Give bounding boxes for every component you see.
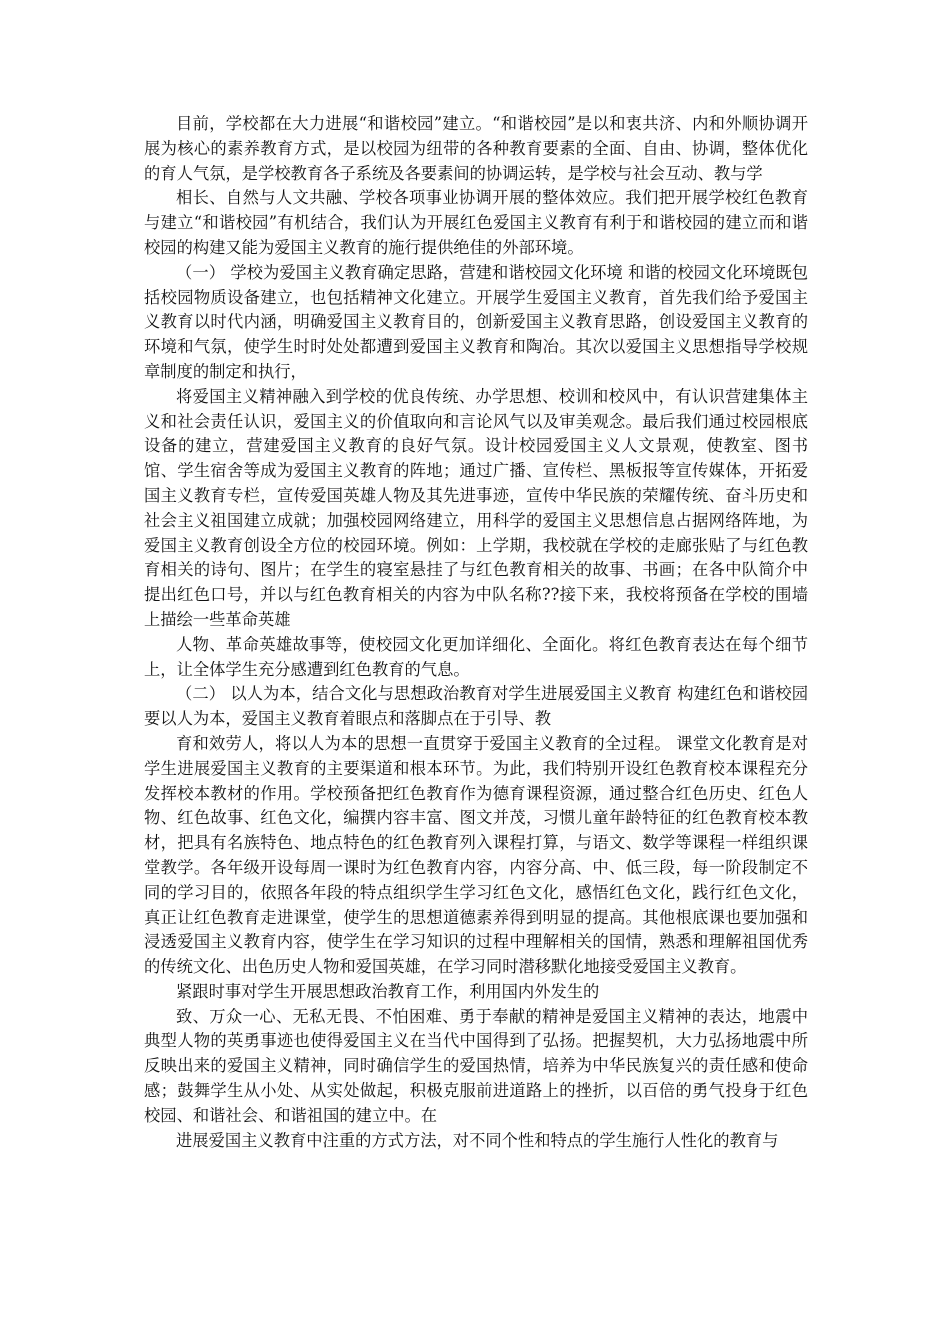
paragraph-8: 紧跟时事对学生开展思想政治教育工作，利用国内外发生的 xyxy=(176,981,600,1001)
paragraph-5: 人物、革命英雄故事等，使校园文化更加详细化、全面化。将红色教育表达在每个细节上，让全体学生充分感遭到红色教育的气息。 xyxy=(144,634,808,679)
document-body xyxy=(144,112,808,1153)
paragraph-9: 致、万众一心、无私无畏、不怕困难、勇于奉献的精神是爱国主义精神的表达，地震中典型人物的英勇事迹也使得爱国主义在当代中国得到了弘扬。把握契机，大力弘扬地震中所反映出来的爱国主义精神，同时确信学生的爱国热情，培养为中华民族复兴的责任感和使命感；鼓舞学生从小处、从实处做起，积极克服前进道路上的挫折，以百倍的勇气投身于红色校园、和谐社会、和谐祖国的建立中。在 xyxy=(144,1006,808,1125)
paragraph-1: 目前，学校都在大力进展“和谐校园”建立。“和谐校园”是以和衷共济、内和外顺协调开展为核心的素养教育方式，是以校园为纽带的各种教育要素的全面、自由、协调，整体优化的育人气氛，是学校教育各子系统及各要素间的协调运转，是学校与社会互动、教与学 xyxy=(144,114,808,183)
paragraph-3: （一） 学校为爱国主义教育确定思路，营建和谐校园文化环境 和谐的校园文化环境既包括校园物质设备建立，也包括精神文化建立。开展学生爱国主义教育，首先我们给予爱国主义教育以时代内涵，明确爱国主义教育目的，创新爱国主义教育思路，创设爱国主义教育的环境和气氛，使学生时时处处都遭到爱国主义教育和陶冶。其次以爱国主义思想指导学校规章制度的制定和执行， xyxy=(144,262,808,381)
paragraph-6: （二） 以人为本，结合文化与思想政治教育对学生进展爱国主义教育 构建红色和谐校园要以人为本，爱国主义教育着眼点和落脚点在于引导、教 xyxy=(144,684,808,729)
paragraph-2: 相长、自然与人文共融、学校各项事业协调开展的整体效应。我们把开展学校红色教育与建立“和谐校园”有机结合，我们认为开展红色爱国主义教育有利于和谐校园的建立而和谐校园的构建又能为爱国主义教育的施行提供绝佳的外部环境。 xyxy=(144,188,808,257)
paragraph-7: 育和效劳人，将以人为本的思想一直贯穿于爱国主义教育的全过程。 课堂文化教育是对学生进展爱国主义教育的主要渠道和根本环节。为此，我们特别开设红色教育校本课程充分发挥校本教材的作用。学校预备把红色教育作为德育课程资源，通过整合红色历史、红色人物、红色故事、红色文化，编撰内容丰富、图文并茂，习惯儿童年龄特征的红色教育校本教材，把具有名族特色、地点特色的红色教育列入课程打算，与语文、数学等课程一样组织课堂教学。各年级开设每周一课时为红色教育内容，内容分高、中、低三段，每一阶段制定不同的学习目的，依照各年段的特点组织学生学习红色文化，感悟红色文化，践行红色文化，真正让红色教育走进课堂，使学生的思想道德素养得到明显的提高。其他根底课也要加强和浸透爱国主义教育内容，使学生在学习知识的过程中理解相关的国情，熟悉和理解祖国优秀的传统文化、出色历史人物和爱国英雄，在学习同时潜移默化地接受爱国主义教育。 xyxy=(144,733,808,977)
paragraph-4: 将爱国主义精神融入到学校的优良传统、办学思想、校训和校风中，有认识营建集体主义和社会责任认识，爱国主义的价值取向和言论风气以及审美观念。最后我们通过校园根底设备的建立，营建爱国主义教育的良好气氛。设计校园爱国主义人文景观，使教室、图书馆、学生宿舍等成为爱国主义教育的阵地；通过广播、宣传栏、黑板报等宣传媒体，开拓爱国主义教育专栏，宣传爱国英雄人物及其先进事迹，宣传中华民族的荣耀传统、奋斗历史和社会主义祖国建立成就；加强校园网络建立，用科学的爱国主义思想信息占据网络阵地，为爱国主义教育创设全方位的校园环境。例如：上学期，我校就在学校的走廊张贴了与红色教育相关的诗句、图片；在学生的寝室悬挂了与红色教育相关的故事、书画；在各中队简介中提出红色口号，并以与红色教育相关的内容为中队名称??接下来，我校将预备在学校的围墙上描绘一些革命英雄 xyxy=(144,386,808,629)
paragraph-10: 进展爱国主义教育中注重的方式方法，对不同个性和特点的学生施行人性化的教育与 xyxy=(176,1130,779,1150)
